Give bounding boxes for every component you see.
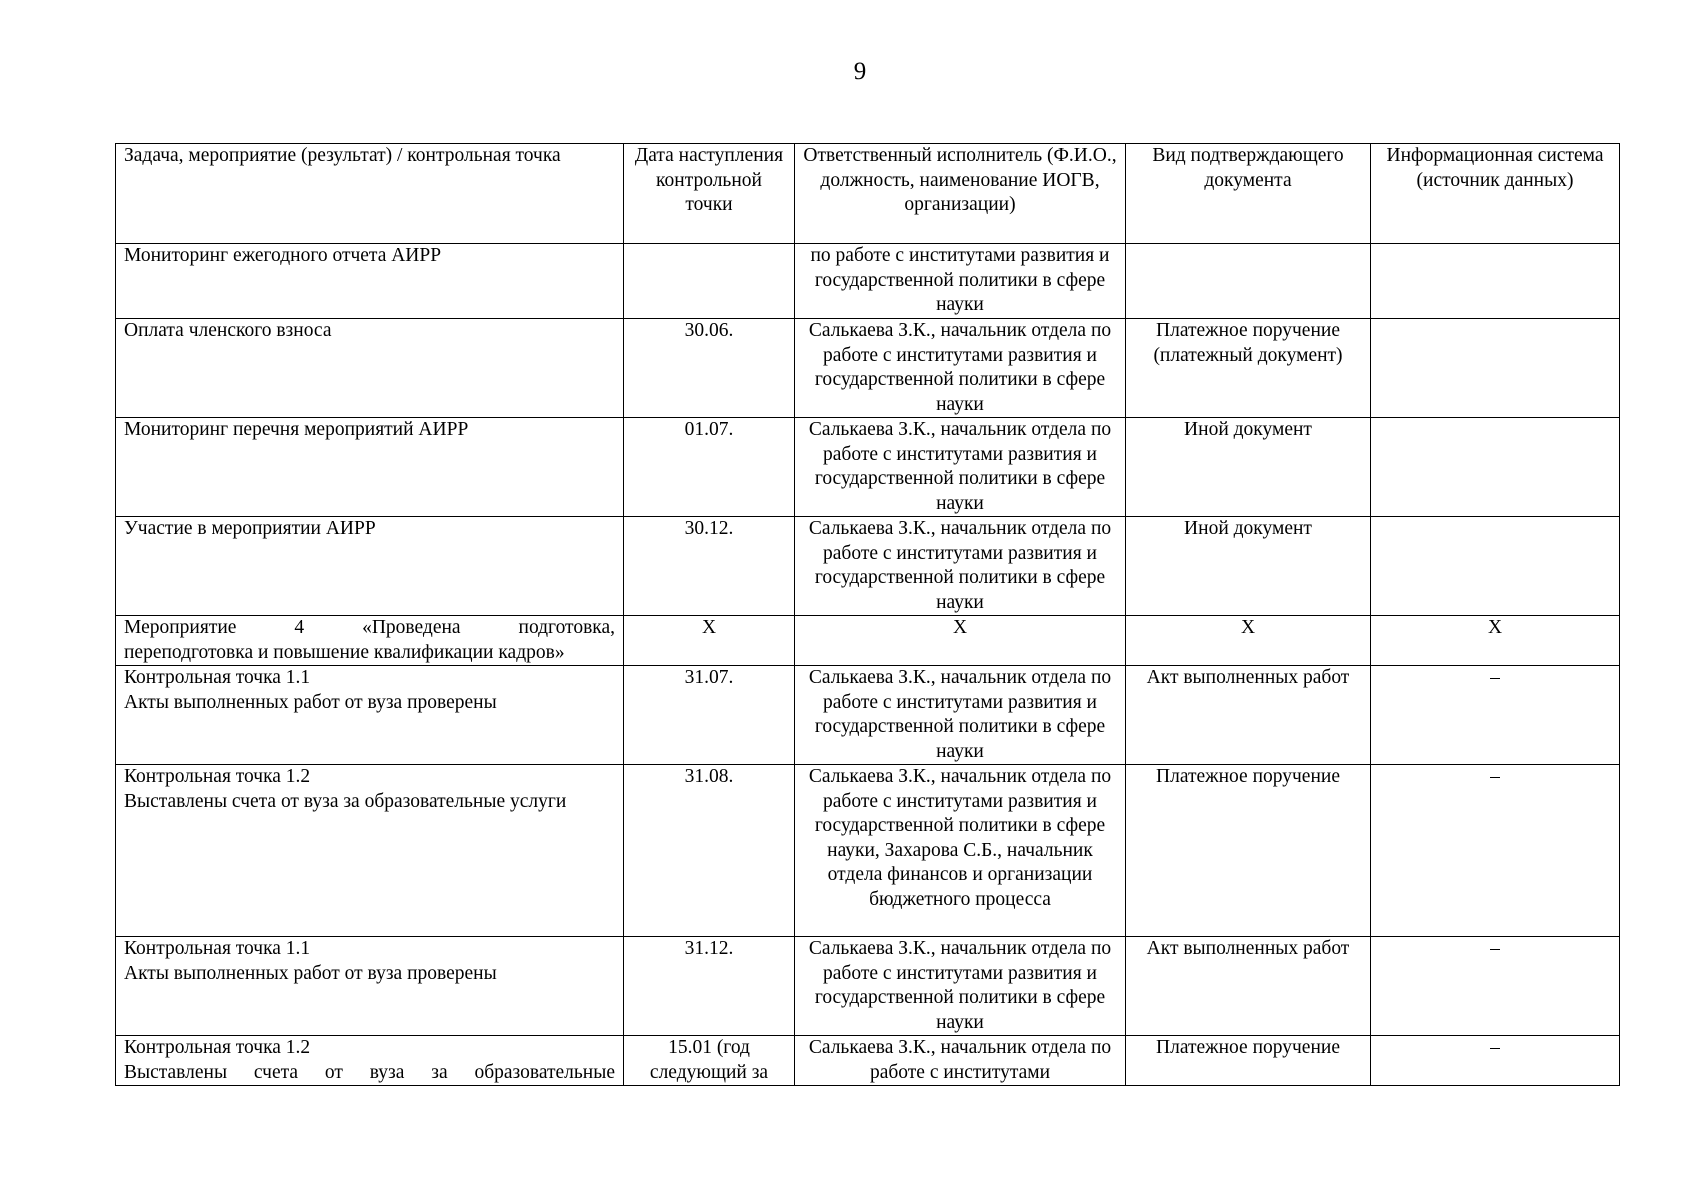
date-cell: 30.06. — [624, 319, 795, 418]
doc-type-cell: Акт выполненных работ — [1126, 666, 1371, 765]
task-cell — [116, 1036, 624, 1086]
doc-type-cell: Иной документ — [1126, 517, 1371, 616]
doc-type-cell: Платежное поручение — [1126, 765, 1371, 937]
doc-type-cell: Иной документ — [1126, 418, 1371, 517]
header-info-system: Информационная система (источник данных) — [1371, 144, 1620, 244]
task-title: Контрольная точка 1.2 — [124, 1037, 311, 1058]
responsible-cell: Салькаева З.К., начальник отдела по работе с институтами развития и государственной политики в сфере науки — [795, 319, 1126, 418]
table-row — [116, 319, 1620, 418]
header-responsible: Ответственный исполнитель (Ф.И.О., должность, наименование ИОГВ, организации) — [795, 144, 1126, 244]
task-line: Мероприятие 4 «Проведена подготовка, — [124, 617, 615, 638]
responsible-cell: по работе с институтами развития и государственной политики в сфере науки — [795, 244, 1126, 319]
doc-type-cell: X — [1126, 616, 1371, 666]
table-row — [116, 1036, 1620, 1086]
doc-type-cell — [1126, 244, 1371, 319]
task-title: Контрольная точка 1.2 — [124, 766, 311, 787]
responsible-cell: Салькаева З.К., начальник отдела по работе с институтами развития и государственной политики в сфере науки — [795, 937, 1126, 1036]
date-cell: 31.08. — [624, 765, 795, 937]
table-row — [116, 666, 1620, 765]
info-system-cell: X — [1371, 616, 1620, 666]
date-cell: 30.12. — [624, 517, 795, 616]
task-cell — [116, 616, 624, 666]
table-row — [116, 765, 1620, 937]
doc-type-cell: Акт выполненных работ — [1126, 937, 1371, 1036]
date-cell: X — [624, 616, 795, 666]
table-row — [116, 616, 1620, 666]
task-text: Акты выполненных работ от вуза проверены — [124, 691, 497, 713]
date-cell: 31.12. — [624, 937, 795, 1036]
task-cell: Мониторинг перечня мероприятий АИРР — [116, 418, 624, 517]
header-date: Дата наступления контрольной точки — [624, 144, 795, 244]
responsible-cell: Салькаева З.К., начальник отдела по работе с институтами — [795, 1036, 1126, 1086]
table-row — [116, 244, 1620, 319]
responsible-cell: Салькаева З.К., начальник отдела по работе с институтами развития и государственной политики в сфере науки — [795, 517, 1126, 616]
responsible-cell: Салькаева З.К., начальник отдела по работе с институтами развития и государственной политики в сфере науки — [795, 418, 1126, 517]
task-title: Контрольная точка 1.1 — [124, 667, 311, 688]
date-cell: 15.01 (год следующий за — [624, 1036, 795, 1086]
info-system-cell: – — [1371, 765, 1620, 937]
info-system-cell: – — [1371, 937, 1620, 1036]
info-system-cell: – — [1371, 1036, 1620, 1086]
info-system-cell — [1371, 319, 1620, 418]
page-number: 9 — [853, 58, 867, 85]
task-line: переподготовка и повышение квалификации кадров» — [124, 641, 565, 663]
task-cell: Оплата членского взноса — [116, 319, 624, 418]
table-row — [116, 937, 1620, 1036]
responsible-cell: Салькаева З.К., начальник отдела по работе с институтами развития и государственной политики в сфере науки — [795, 666, 1126, 765]
header-task: Задача, мероприятие (результат) / контрольная точка — [116, 144, 624, 244]
task-cell: Участие в мероприятии АИРР — [116, 517, 624, 616]
date-cell — [624, 244, 795, 319]
task-text: Акты выполненных работ от вуза проверены — [124, 962, 497, 984]
task-cell — [116, 765, 624, 937]
task-text: Выставлены счета от вуза за образовательные услуги — [124, 790, 567, 812]
info-system-cell — [1371, 244, 1620, 319]
control-points-table — [115, 143, 1620, 1086]
task-cell: Мониторинг ежегодного отчета АИРР — [116, 244, 624, 319]
task-cell — [116, 937, 624, 1036]
responsible-cell: X — [795, 616, 1126, 666]
info-system-cell — [1371, 517, 1620, 616]
date-cell: 31.07. — [624, 666, 795, 765]
doc-type-cell: Платежное поручение (платежный документ) — [1126, 319, 1371, 418]
header-doc-type: Вид подтверждающего документа — [1126, 144, 1371, 244]
task-cell — [116, 666, 624, 765]
table-header-row — [116, 144, 1620, 244]
table-row — [116, 517, 1620, 616]
task-text: Выставлены счета от вуза за образовательные — [124, 1061, 615, 1083]
date-cell: 01.07. — [624, 418, 795, 517]
responsible-cell: Салькаева З.К., начальник отдела по работе с институтами развития и государственной политики в сфере науки, Захарова С.Б., начальник отдела финансов и организации бюджетного процесса — [795, 765, 1126, 937]
doc-type-cell: Платежное поручение — [1126, 1036, 1371, 1086]
info-system-cell — [1371, 418, 1620, 517]
info-system-cell: – — [1371, 666, 1620, 765]
task-title: Контрольная точка 1.1 — [124, 938, 311, 959]
table-row — [116, 418, 1620, 517]
